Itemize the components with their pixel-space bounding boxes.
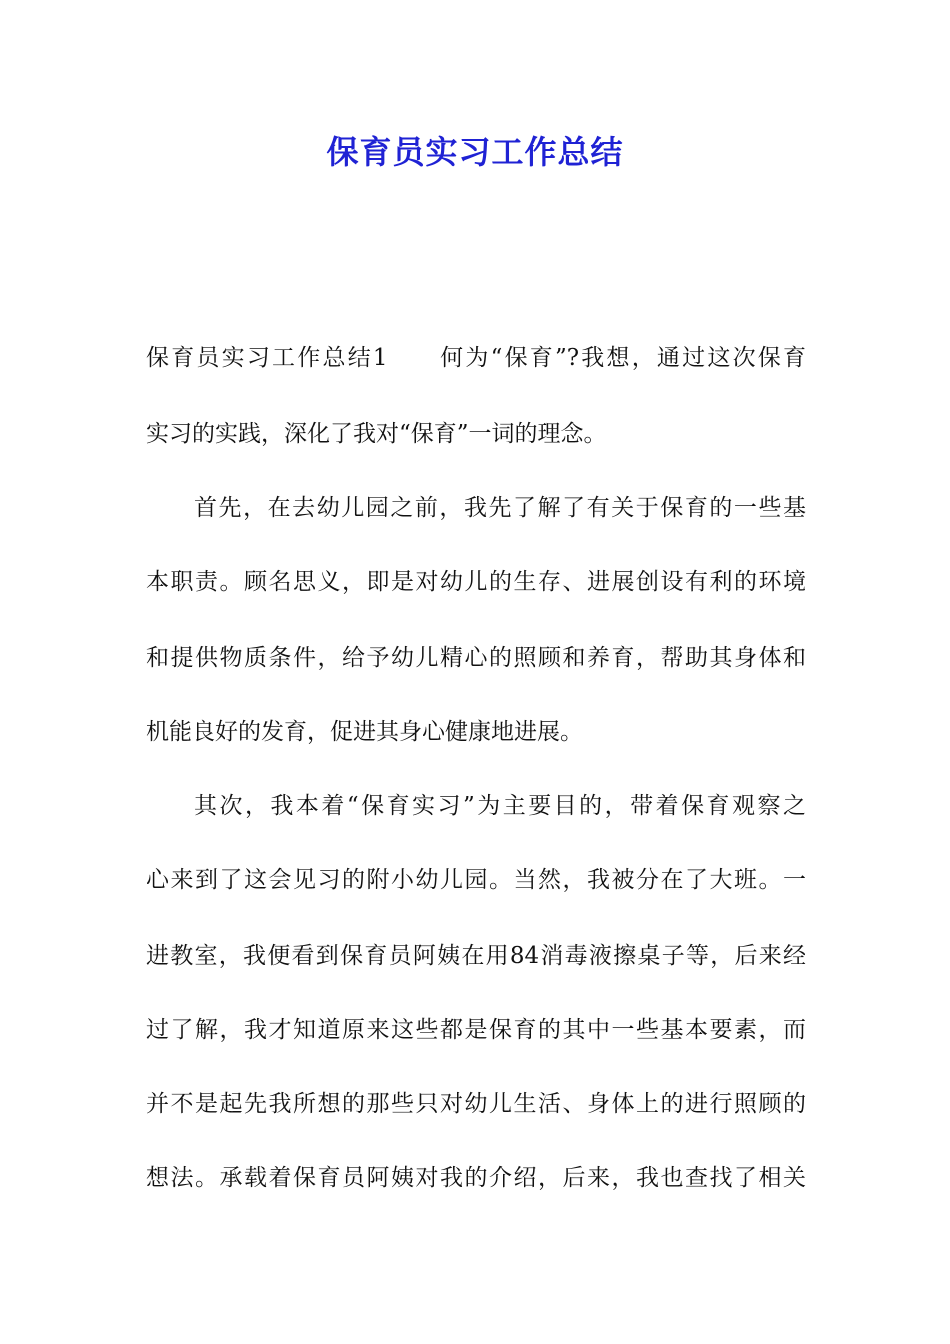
paragraph-line: 并不是起先我所想的那些只对幼儿生活、身体上的进行照顾的 xyxy=(146,1091,806,1117)
paragraph-line: 心来到了这会见习的附小幼儿园。当然，我被分在了大班。一 xyxy=(146,867,806,893)
paragraph-line: 实习的实践，深化了我对“保育”一词的理念。 xyxy=(146,421,607,447)
paragraph-line: 机能良好的发育，促进其身心健康地进展。 xyxy=(146,719,583,745)
paragraph-line: 本职责。顾名思义，即是对幼儿的生存、进展创设有利的环境 xyxy=(146,569,806,595)
paragraph-line: 进教室，我便看到保育员阿姨在用84消毒液擦桌子等，后来经 xyxy=(146,943,806,969)
paragraph-line: 其次，我本着“保育实习”为主要目的，带着保育观察之 xyxy=(194,793,806,819)
paragraph-line: 和提供物质条件，给予幼儿精心的照顾和养育，帮助其身体和 xyxy=(146,645,806,671)
document-title: 保育员实习工作总结 xyxy=(326,133,624,171)
paragraph-line: 保育员实习工作总结1 何为“保育”?我想，通过这次保育 xyxy=(146,345,806,371)
paragraph-line: 想法。承载着保育员阿姨对我的介绍，后来，我也查找了相关 xyxy=(146,1165,806,1191)
paragraph-line: 首先，在去幼儿园之前，我先了解了有关于保育的一些基 xyxy=(194,495,806,521)
paragraph-line: 过了解，我才知道原来这些都是保育的其中一些基本要素，而 xyxy=(146,1017,806,1043)
